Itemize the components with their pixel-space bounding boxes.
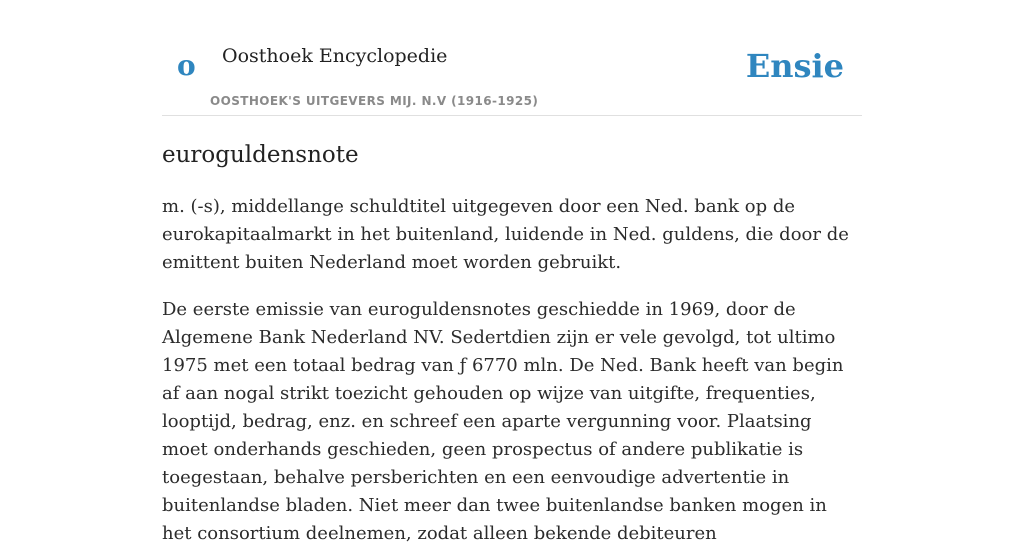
logo-icon[interactable]: o: [177, 49, 196, 82]
content-container: [162, 0, 862, 548]
entry-paragraph: m. (-s), middellange schuldtitel uitgegeven door een Ned. bank op de eurokapitaalmarkt in het buitenland, luidende in Ned. guldens, die door de emittent buiten Nederland moet worden gebruikt.: [162, 195, 849, 273]
site-header: [162, 0, 862, 116]
entry-title: euroguldensnote: [162, 142, 359, 168]
site-subtitle: OOSTHOEK'S UITGEVERS MIJ. N.V (1916-1925): [210, 94, 539, 108]
entry-body: [162, 193, 862, 548]
ensie-brand-link[interactable]: Ensie: [745, 47, 844, 85]
site-title-link[interactable]: Oosthoek Encyclopedie: [222, 45, 448, 67]
entry-paragraph: De eerste emissie van euroguldensnotes geschiedde in 1969, door de Algemene Bank Nederland NV. Sedertdien zijn er vele gevolgd, tot ultimo 1975 met een totaal bedrag van ƒ 6770 mln. De Ned. Bank heeft van begin af aan nogal strikt toezicht gehouden op wijze van uitgifte, frequenties, looptijd, bedrag, enz. en schreef een aparte vergunning voor. Plaatsing moet onderhands geschieden, geen prospectus of andere publikatie is toegestaan, behalve persberichten en een eenvoudige advertentie in buitenlandse bladen. Niet meer dan twee buitenlandse banken mogen in het consortium deelnemen, zodat alleen bekende debiteuren: [162, 298, 844, 544]
